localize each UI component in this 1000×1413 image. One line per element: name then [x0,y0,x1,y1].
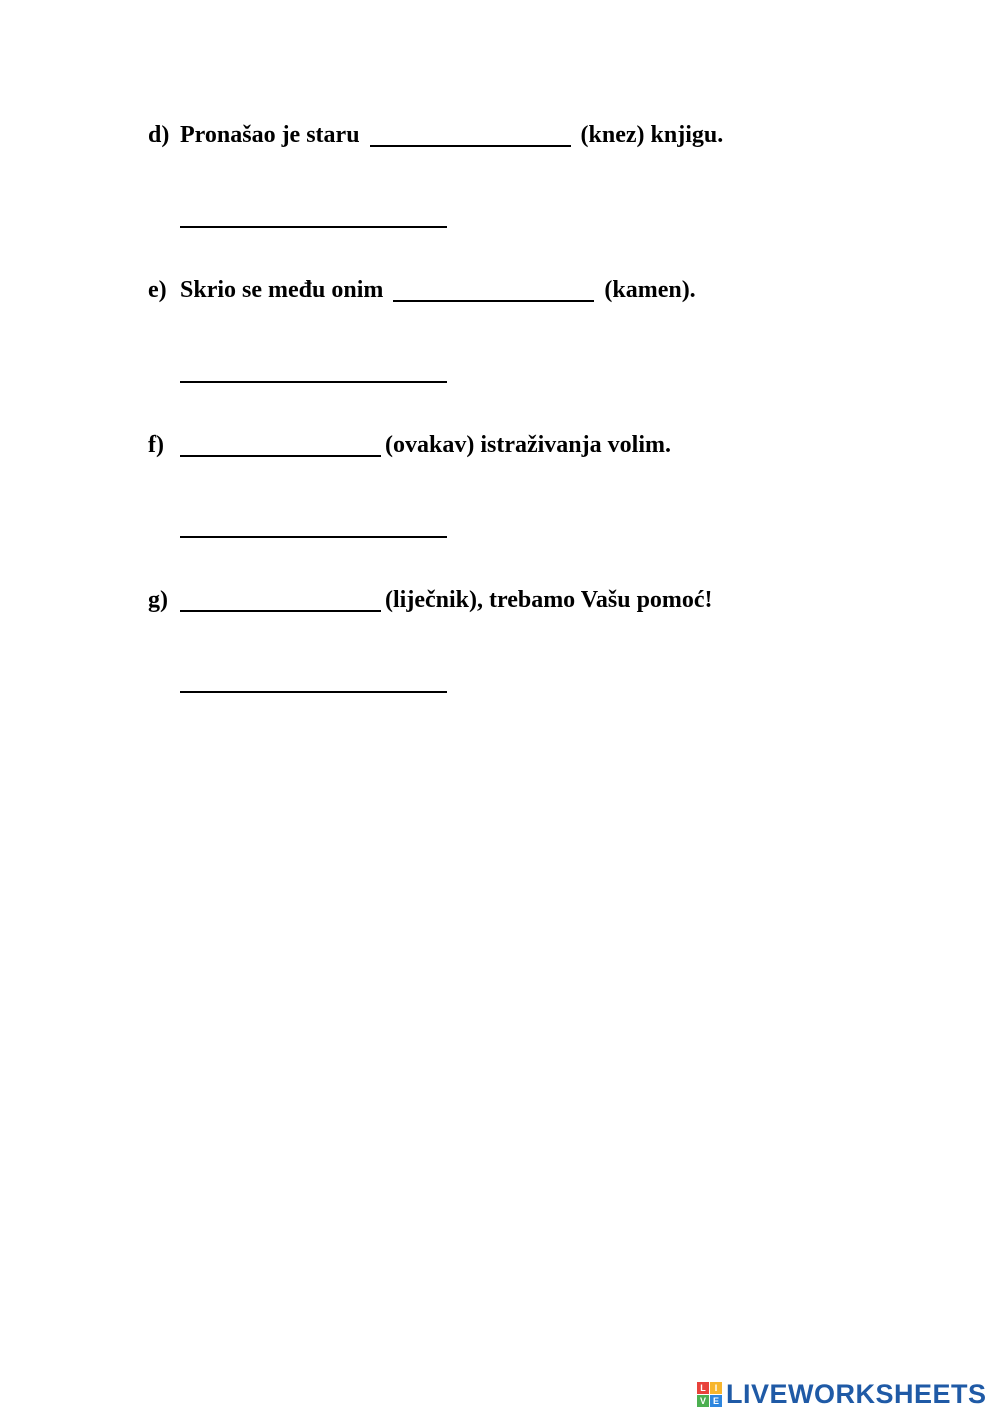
item-text-before: Pronašao je staru [180,122,360,148]
fill-in-gap-f[interactable] [180,435,381,457]
item-text-before: Skrio se među onim [180,277,384,303]
item-letter: g) [148,587,168,613]
fill-in-gap-d[interactable] [370,125,571,147]
answer-line-f[interactable] [180,516,447,538]
logo-mark-cell: V [697,1395,709,1407]
answer-line-g[interactable] [180,671,447,693]
answer-line-d[interactable] [180,206,447,228]
exercise-item-g [148,585,713,615]
exercise-item-d [148,120,723,150]
exercise-item-f [148,430,671,460]
exercise-item-e [148,275,696,305]
item-text-after: (kamen). [604,277,696,303]
logo-text: LIVEWORKSHEETS [726,1378,987,1409]
item-text-after: (liječnik), trebamo Vašu pomoć! [385,587,713,613]
item-letter: f) [148,432,164,458]
item-letter: d) [148,122,170,148]
item-text-after: (knez) knjigu. [580,122,724,148]
fill-in-gap-e[interactable] [393,280,594,302]
liveworksheets-logo-icon [697,1382,722,1407]
logo-mark-cell: L [697,1382,709,1394]
item-letter: e) [148,277,167,303]
item-text-after: (ovakav) istraživanja volim. [385,432,671,458]
logo-mark-cell: E [710,1395,722,1407]
answer-line-e[interactable] [180,361,447,383]
logo-mark-cell: I [710,1382,722,1394]
fill-in-gap-g[interactable] [180,590,381,612]
liveworksheets-logo [697,1378,987,1410]
